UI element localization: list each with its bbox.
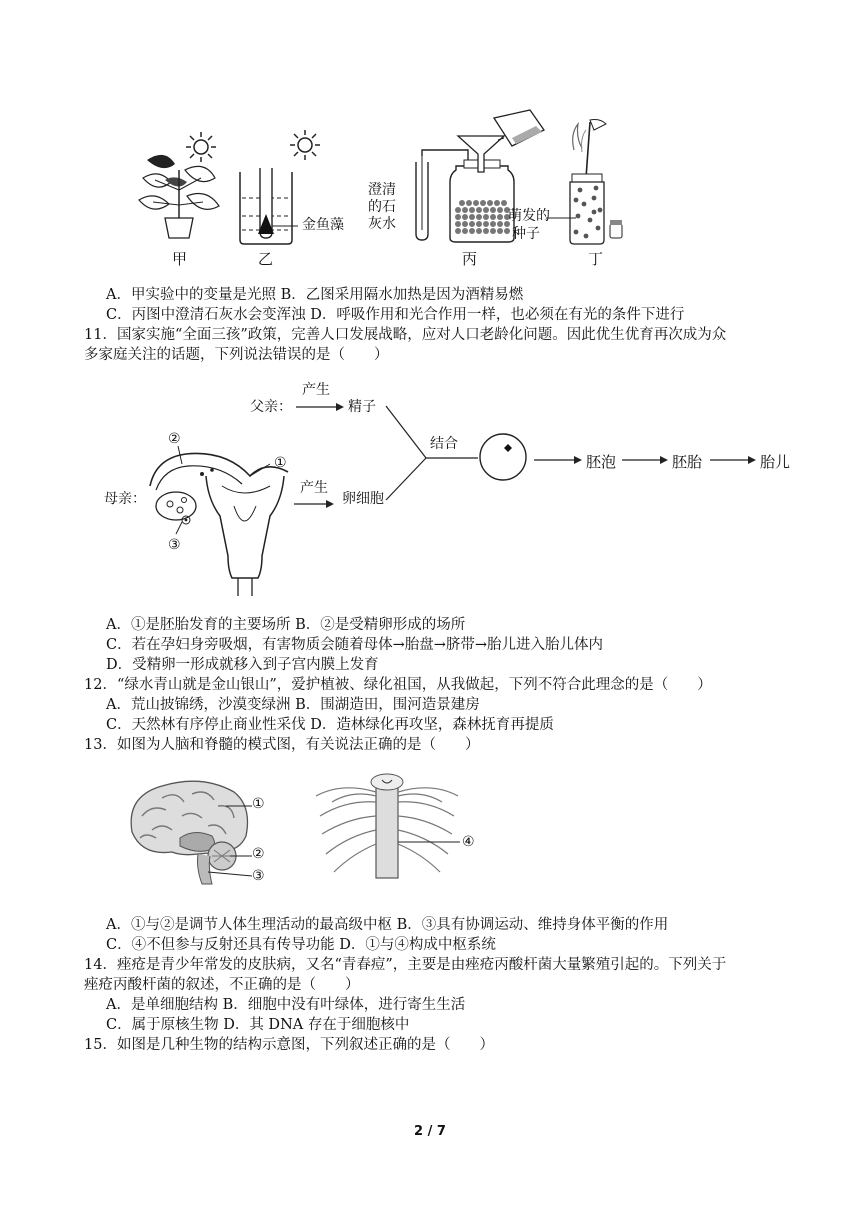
spinal-cord-illustration — [312, 772, 462, 882]
label-yi: 乙 — [258, 250, 274, 268]
q11-option-ab: A．①是胚胎发育的主要场所 B．②是受精卵形成的场所 — [106, 617, 466, 633]
q14-stem-cont: 痤疮丙酸杆菌的叙述，不正确的是（ ） — [84, 977, 360, 993]
label-shihuishui-2: 的石 — [368, 199, 396, 215]
label-num-1: ① — [274, 455, 287, 471]
q11-option-c: C．若在孕妇身旁吸烟，有害物质会随着母体→胎盘→脐带→胎儿进入胎儿体内 — [106, 637, 604, 653]
label-ding: 丁 — [588, 250, 604, 268]
page-number: 2 / 7 — [414, 1124, 446, 1139]
label-egg: 卵细胞 — [342, 491, 384, 507]
label-combine: 结合 — [430, 436, 458, 452]
label-spine-4: ④ — [462, 834, 475, 850]
q14-stem: 14．痤疮是青少年常发的皮肤病，又名“青春痘”，主要是由痤疮丙酸杆菌大量繁殖引起的。下列关于 — [84, 957, 727, 973]
q15-stem: 15．如图是几种生物的结构示意图，下列叙述正确的是（ ） — [84, 1037, 494, 1053]
label-mengfa-2: 种子 — [512, 226, 540, 242]
label-produce-father: 产生 — [302, 382, 330, 398]
q12-option-cd: C．天然林有序停止商业性采伐 D．造林绿化再攻坚，森林抚育再提质 — [106, 717, 554, 733]
label-brain-1: ① — [252, 796, 265, 812]
beaker-illustration — [236, 168, 296, 248]
label-brain-3: ③ — [252, 868, 265, 884]
arrow-icon — [296, 402, 344, 412]
q13-stem: 13．如图为人脑和脊髓的模式图，有关说法正确的是（ ） — [84, 737, 480, 753]
potted-plant-illustration — [135, 150, 225, 242]
label-blastocyst: 胚泡 — [586, 453, 617, 471]
q13-option-ab: A．①与②是调节人体生理活动的最高级中枢 B．③具有协调运动、维持身体平衡的作用 — [106, 917, 669, 933]
arrow-icon — [534, 455, 582, 465]
arrow-icon — [622, 455, 668, 465]
label-shihuishui-1: 澄清 — [368, 182, 396, 198]
label-bing: 丙 — [462, 250, 478, 268]
q12-option-ab: A．荒山披锦绣，沙漠变绿洲 B．围湖造田，围河造景建房 — [106, 697, 480, 713]
brain-illustration — [122, 776, 262, 886]
label-produce-mother: 产生 — [300, 480, 328, 496]
arrow-icon — [294, 499, 334, 509]
arrow-icon — [710, 455, 756, 465]
jar-candle-illustration — [560, 120, 630, 246]
q11-stem: 11．国家实施“全面三孩”政策，完善人口发展战略，应对人口老龄化问题。因此优生优育再次成为众 — [84, 327, 727, 343]
label-num-3: ③ — [168, 537, 181, 553]
label-mother: 母亲： — [104, 491, 146, 507]
label-mengfa-1: 萌发的 — [508, 208, 550, 224]
label-num-2: ② — [168, 431, 181, 447]
q14-option-cd: C．属于原核生物 D．其 DNA 存在于细胞核中 — [106, 1017, 410, 1033]
converging-lines — [386, 404, 486, 504]
label-sperm: 精子 — [348, 399, 376, 415]
label-embryo: 胚胎 — [672, 453, 703, 471]
leader-line — [546, 216, 576, 220]
q11-stem-cont: 多家庭关注的话题，下列说法错误的是（ ） — [84, 347, 389, 363]
label-jia: 甲 — [172, 250, 188, 268]
label-shihuishui-3: 灰水 — [368, 216, 396, 232]
q14-option-ab: A．是单细胞结构 B．细胞中没有叶绿体，进行寄生生活 — [106, 997, 466, 1013]
label-fetus: 胎儿 — [760, 453, 791, 471]
label-father: 父亲： — [250, 399, 292, 415]
label-brain-2: ② — [252, 846, 265, 862]
q12-stem: 12．“绿水青山就是金山银山”，爱护植被、绿化祖国，从我做起，下列不符合此理念的是（ ） — [84, 677, 712, 693]
q10-option-cd: C．丙图中澄清石灰水会变浑浊 D．呼吸作用和光合作用一样，也必须在有光的条件下进行 — [106, 307, 685, 323]
zygote-icon — [478, 432, 528, 482]
q10-option-ab: A．甲实验中的变量是光照 B．乙图采用隔水加热是因为酒精易燃 — [106, 287, 524, 303]
q11-option-d: D．受精卵一形成就移入到子宫内膜上发育 — [106, 657, 379, 673]
label-jinyuzao: 金鱼藻 — [302, 217, 344, 233]
q13-option-cd: C．④不但参与反射还具有传导功能 D．①与④构成中枢系统 — [106, 937, 496, 953]
sun-icon — [290, 130, 320, 160]
